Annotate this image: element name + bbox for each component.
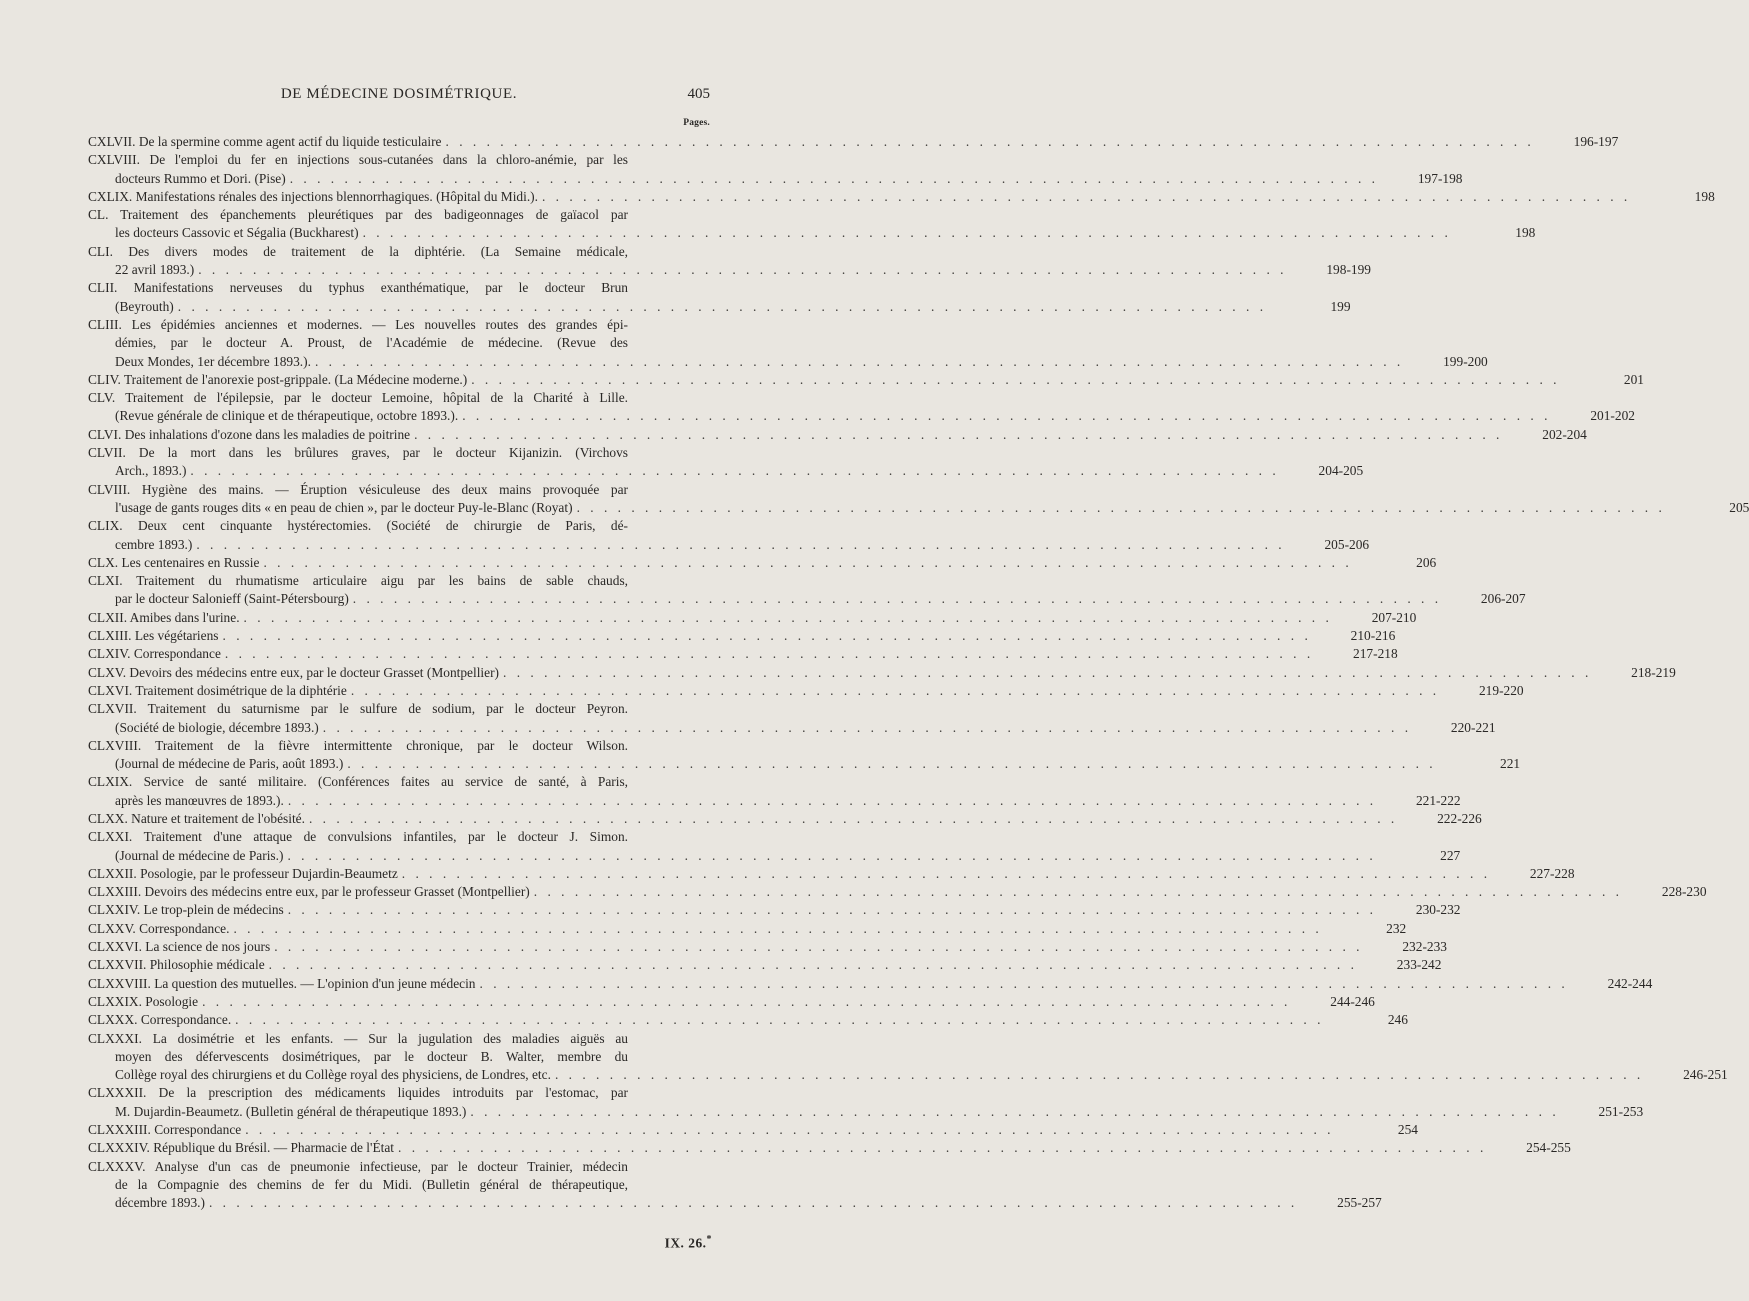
dot-leader: . . . . . . . . . . . . . . . . . . . . . . . . . . . . . . . . . . . . . . . . . . . . . . . . . . . . . . . . . . . . . . . . . . . . . . . . . . . . . . . .: [289, 170, 1379, 186]
toc-entry-text: CLV. Traitement de l'épilepsie, par le docteur Lemoine, hôpital de la Charité à Lille.: [88, 390, 628, 406]
dot-leader: . . . . . . . . . . . . . . . . . . . . . . . . . . . . . . . . . . . . . . . . . . . . . . . . . . . . . . . . . . . . . . . . . . . . . . . . . . . . . . . .: [541, 188, 1631, 204]
pages-column-label: Pages.: [683, 118, 710, 128]
toc-entry-pages: 244-246: [1330, 993, 1375, 1009]
toc-entry-pages: 196-197: [1573, 134, 1619, 149]
dot-leader: . . . . . . . . . . . . . . . . . . . . . . . . . . . . . . . . . . . . . . . . . . . . . . . . . . . . . . . . . . . . . . . . . . . . . . . . . . . . . . . .: [224, 646, 1314, 662]
toc-entry-line: [88, 1158, 712, 1176]
toc-entry-line: [88, 828, 712, 846]
dot-leader: . . . . . . . . . . . . . . . . . . . . . . . . . . . . . . . . . . . . . . . . . . . . . . . . . . . . . . . . . . . . . . . . . . . . . . . . . . . . . . . .: [287, 792, 1377, 808]
toc-entry-text: CLXIV. Correspondance: [88, 646, 221, 662]
dot-leader: . . . . . . . . . . . . . . . . . . . . . . . . . . . . . . . . . . . . . . . . . . . . . . . . . . . . . . . . . . . . . . . . . . . . . . . . . . . . . . . .: [576, 499, 1666, 515]
toc-entry-text: Deux Mondes, 1er décembre 1893.).: [115, 353, 311, 369]
toc-entry: [88, 938, 1447, 956]
toc-entry-text: CLXV. Devoirs des médecins entre eux, par le docteur Grasset (Montpellier): [88, 664, 500, 680]
toc-entry-line: [88, 572, 712, 590]
toc-entry-text: CXLIX. Manifestations rénales des injections blennorrhagiques. (Hôpital du Midi.).: [88, 188, 538, 204]
toc-entry-line: [88, 481, 712, 499]
toc-entry-line: [88, 737, 712, 755]
toc-entry: [88, 993, 1375, 1011]
toc-entry-text: (Journal de médecine de Paris.): [115, 847, 284, 863]
toc-entry-last-line: [88, 1011, 1408, 1029]
toc-entry-pages: 246-251: [1683, 1067, 1728, 1083]
toc-entry: [88, 243, 1371, 280]
toc-entry-text: moyen des défervescents dosimétriques, par le docteur B. Walter, membre du: [115, 1048, 628, 1064]
toc-entry-text: CLXXIII. Devoirs des médecins entre eux, par le professeur Grasset (Montpellier): [88, 884, 530, 900]
toc-entry-line: [88, 517, 712, 535]
toc-entry-text: de la Compagnie des chemins de fer du Midi. (Bulletin général de thérapeutique,: [115, 1176, 628, 1192]
toc-entry-last-line: [88, 645, 1398, 663]
toc-entry-pages: 198: [1694, 188, 1715, 204]
toc-entry-last-line: [88, 353, 1488, 371]
toc-entry-text: l'usage de gants rouges dits « en peau de chien », par le docteur Puy-le-Blanc (Royat): [115, 499, 573, 515]
toc-entry-last-line: [88, 499, 1749, 517]
toc-entry-text: cembre 1893.): [115, 536, 193, 552]
toc-entry: [88, 481, 1749, 518]
dot-leader: . . . . . . . . . . . . . . . . . . . . . . . . . . . . . . . . . . . . . . . . . . . . . . . . . . . . . . . . . . . . . . . . . . . . . . . . . . . . . . . .: [479, 975, 1569, 991]
dot-leader: . . . . . . . . . . . . . . . . . . . . . . . . . . . . . . . . . . . . . . . . . . . . . . . . . . . . . . . . . . . . . . . . . . . . . . . . . . . . . . . .: [414, 426, 1503, 442]
toc-entry-text: CLXXXV. Analyse d'un cas de pneumonie infectieuse, par le docteur Trainier, médecin: [88, 1158, 628, 1174]
toc-entry-text: CLXXII. Posologie, par le professeur Dujardin-Beaumetz: [88, 865, 398, 881]
toc-entry: [88, 901, 1461, 919]
toc-entry: [88, 810, 1482, 828]
dot-leader: . . . . . . . . . . . . . . . . . . . . . . . . . . . . . . . . . . . . . . . . . . . . . . . . . . . . . . . . . . . . . . . . . . . . . . . . . . . . . . . .: [245, 1122, 1334, 1138]
dot-leader: . . . . . . . . . . . . . . . . . . . . . . . . . . . . . . . . . . . . . . . . . . . . . . . . . . . . . . . . . . . . . . . . . . . . . . . . . . . . . . . .: [190, 463, 1280, 479]
toc-entry-last-line: [88, 133, 1619, 151]
toc-entry-last-line: [88, 627, 1396, 645]
toc-entry-last-line: [88, 188, 1715, 206]
toc-entry-text: CLIX. Deux cent cinquante hystérectomies. (Société de chirurgie de Paris, dé-: [88, 518, 628, 534]
toc-entry: [88, 1030, 1728, 1085]
toc-entry-text: CLXXVI. La science de nos jours: [88, 939, 271, 955]
toc-entry-text: CLXIX. Service de santé militaire. (Conférences faites au service de santé, à Paris,: [88, 774, 628, 790]
toc-entry-text: décembre 1893.): [115, 1195, 205, 1211]
toc-entry-pages: 217-218: [1353, 646, 1398, 662]
running-title: DE MÉDECINE DOSIMÉTRIQUE.: [280, 86, 518, 102]
toc-entry-text: M. Dujardin-Beaumetz. (Bulletin général de thérapeutique 1893.): [115, 1103, 467, 1119]
toc-entry-text: CXLVIII. De l'emploi du fer en injections sous-cutanées dans la chloro-anémie, par les: [88, 152, 628, 168]
dot-leader: . . . . . . . . . . . . . . . . . . . . . . . . . . . . . . . . . . . . . . . . . . . . . . . . . . . . . . . . . . . . . . . . . . . . . . . . . . . . . . . .: [554, 1067, 1644, 1083]
dot-leader: . . . . . . . . . . . . . . . . . . . . . . . . . . . . . . . . . . . . . . . . . . . . . . . . . . . . . . . . . . . . . . . . . . . . . . . . . . . . . . . .: [347, 756, 1437, 772]
toc-entry-last-line: [88, 371, 1644, 389]
toc-entry-pages: 228-230: [1661, 884, 1707, 900]
toc-entry: [88, 609, 1417, 627]
toc-entry: [88, 206, 1536, 243]
toc-entry: [88, 773, 1461, 810]
toc-entry-pages: 219-220: [1478, 682, 1524, 698]
toc-entry-pages: 205: [1729, 499, 1749, 515]
toc-entry-pages: 205-206: [1324, 536, 1370, 552]
toc-entry-text: CLXXIX. Posologie: [88, 993, 199, 1009]
toc-entry-pages: 204-205: [1318, 463, 1364, 479]
toc-entry-pages: 233-242: [1396, 957, 1442, 973]
toc-entry-line: [88, 700, 712, 718]
toc-entry-last-line: [88, 810, 1482, 828]
toc-entry: [88, 1139, 1571, 1157]
toc-entry-pages: 201: [1623, 371, 1644, 387]
toc-entry: [88, 645, 1398, 663]
toc-entry-line: [88, 773, 712, 791]
toc-entry-text: CLXXXI. La dosimétrie et les enfants. — Sur la jugulation des maladies aiguës au: [88, 1030, 628, 1046]
toc-entry: [88, 1158, 1382, 1213]
toc-entry-last-line: [88, 261, 1371, 279]
toc-entry-text: CLI. Des divers modes de traitement de la diphtérie. (La Semaine médicale,: [88, 243, 628, 259]
toc-entry-last-line: [88, 883, 1707, 901]
toc-entry-text: CLXXV. Correspondance.: [88, 920, 230, 936]
toc-entry: [88, 554, 1437, 572]
toc-entry-text: (Revue générale de clinique et de thérapeutique, octobre 1893.).: [115, 408, 459, 424]
toc-entry-pages: 232-233: [1402, 939, 1447, 955]
toc-entry-line: [88, 1176, 712, 1194]
toc-entry-last-line: [88, 993, 1375, 1011]
toc-entry-text: (Beyrouth): [115, 298, 174, 314]
toc-entry-text: CLXXIV. Le trop-plein de médecins: [88, 902, 284, 918]
signature-star: *: [706, 1234, 712, 1245]
dot-leader: . . . . . . . . . . . . . . . . . . . . . . . . . . . . . . . . . . . . . . . . . . . . . . . . . . . . . . . . . . . . . . . . . . . . . . . . . . . . . . . .: [401, 865, 1491, 881]
toc-entry-last-line: [88, 536, 1370, 554]
toc-entry-last-line: [88, 755, 1521, 773]
toc-entry-last-line: [88, 719, 1496, 737]
toc-entry: [88, 975, 1653, 993]
toc-entry-line: [88, 206, 712, 224]
toc-entry-pages: 246: [1387, 1012, 1408, 1028]
dot-leader: . . . . . . . . . . . . . . . . . . . . . . . . . . . . . . . . . . . . . . . . . . . . . . . . . . . . . . . . . . . . . . . . . . . . . . . . . . . . . . . .: [222, 628, 1312, 644]
toc-entry-line: [88, 1084, 712, 1102]
dot-leader: . . . . . . . . . . . . . . . . . . . . . . . . . . . . . . . . . . . . . . . . . . . . . . . . . . . . . . . . . . . . . . . . . . . . . . . . . . . . . . . .: [263, 554, 1353, 570]
toc-entry-last-line: [88, 170, 1463, 188]
toc-entry-text: CL. Traitement des épanchements pleurétiques par des badigeonnages de gaïacol par: [88, 207, 628, 223]
toc-entry-last-line: [88, 682, 1524, 700]
dot-leader: . . . . . . . . . . . . . . . . . . . . . . . . . . . . . . . . . . . . . . . . . . . . . . . . . . . . . . . . . . . . . . . . . . . . . . . . . . . . . . . .: [503, 664, 1592, 680]
toc-entry-pages: 254: [1397, 1122, 1418, 1138]
toc-entry-last-line: [88, 975, 1653, 993]
toc-entry-pages: 220-221: [1450, 719, 1496, 735]
toc-entry: [88, 444, 1364, 481]
toc-entry-text: CLIII. Les épidémies anciennes et modernes. — Les nouvelles routes des grandes épi-: [88, 316, 628, 332]
toc-entry-pages: 202-204: [1542, 426, 1587, 442]
toc-entry-text: CLXXXIV. République du Brésil. — Pharmacie de l'État: [88, 1140, 395, 1156]
toc-entry-line: [88, 151, 712, 169]
toc-entry-text: CLXXI. Traitement d'une attaque de convulsions infantiles, par le docteur J. Simon.: [88, 829, 628, 845]
toc-entry-last-line: [88, 1121, 1418, 1139]
toc-entry-line: [88, 279, 712, 297]
toc-entry: [88, 883, 1707, 901]
toc-entry-last-line: [88, 462, 1364, 480]
dot-leader: . . . . . . . . . . . . . . . . . . . . . . . . . . . . . . . . . . . . . . . . . . . . . . . . . . . . . . . . . . . . . . . . . . . . . . . . . . . . . . . .: [352, 591, 1442, 607]
toc-entry: [88, 426, 1587, 444]
toc-entry: [88, 828, 1461, 865]
toc-entry-pages: 206: [1416, 554, 1437, 570]
toc-entry-pages: 227: [1440, 847, 1461, 863]
toc-entry-text: (Journal de médecine de Paris, août 1893.): [115, 756, 344, 772]
dot-leader: . . . . . . . . . . . . . . . . . . . . . . . . . . . . . . . . . . . . . . . . . . . . . . . . . . . . . . . . . . . . . . . . . . . . . . . . . . . . . . . .: [208, 1195, 1298, 1211]
dot-leader: . . . . . . . . . . . . . . . . . . . . . . . . . . . . . . . . . . . . . . . . . . . . . . . . . . . . . . . . . . . . . . . . . . . . . . . . . . . . . . . .: [398, 1140, 1487, 1156]
toc-entry-pages: 199-200: [1443, 353, 1488, 369]
dot-leader: . . . . . . . . . . . . . . . . . . . . . . . . . . . . . . . . . . . . . . . . . . . . . . . . . . . . . . . . . . . . . . . . . . . . . . . . . . . . . . . .: [235, 1012, 1324, 1028]
toc-entry: [88, 389, 1635, 426]
toc-entry: [88, 627, 1396, 645]
toc-entry-pages: 254-255: [1526, 1140, 1571, 1156]
toc-entry-line: [88, 1048, 712, 1066]
toc-entry: [88, 133, 1619, 151]
toc-entry-pages: 221: [1500, 756, 1521, 772]
toc-entry-text: 22 avril 1893.): [115, 262, 195, 278]
toc-entry-pages: 210-216: [1350, 628, 1396, 644]
toc-entry-line: [88, 243, 712, 261]
toc-entry-last-line: [88, 792, 1461, 810]
dot-leader: . . . . . . . . . . . . . . . . . . . . . . . . . . . . . . . . . . . . . . . . . . . . . . . . . . . . . . . . . . . . . . . . . . . . . . . . . . . . . . . .: [287, 902, 1377, 918]
toc-entry-pages: 197-198: [1417, 170, 1463, 186]
dot-leader: . . . . . . . . . . . . . . . . . . . . . . . . . . . . . . . . . . . . . . . . . . . . . . . . . . . . . . . . . . . . . . . . . . . . . . . . . . . . . . . .: [462, 408, 1551, 424]
dot-leader: . . . . . . . . . . . . . . . . . . . . . . . . . . . . . . . . . . . . . . . . . . . . . . . . . . . . . . . . . . . . . . . . . . . . . . . . . . . . . . . .: [233, 920, 1323, 936]
toc-entry-pages: 201-202: [1590, 408, 1635, 424]
toc-entry-text: CLXVII. Traitement du saturnisme par le sulfure de sodium, par le docteur Peyron.: [88, 701, 628, 717]
toc-entry-text: démies, par le docteur A. Proust, de l'Académie de médecine. (Revue des: [115, 335, 628, 351]
toc-entry-pages: 227-228: [1529, 865, 1575, 881]
toc-entry-pages: 218-219: [1631, 664, 1676, 680]
toc-entry: [88, 572, 1526, 609]
toc-entry-last-line: [88, 1139, 1571, 1157]
toc-entry-last-line: [88, 609, 1417, 627]
dot-leader: . . . . . . . . . . . . . . . . . . . . . . . . . . . . . . . . . . . . . . . . . . . . . . . . . . . . . . . . . . . . . . . . . . . . . . . . . . . . . . . .: [268, 957, 1358, 973]
dot-leader: . . . . . . . . . . . . . . . . . . . . . . . . . . . . . . . . . . . . . . . . . . . . . . . . . . . . . . . . . . . . . . . . . . . . . . . . . . . . . . . .: [196, 536, 1286, 552]
dot-leader: . . . . . . . . . . . . . . . . . . . . . . . . . . . . . . . . . . . . . . . . . . . . . . . . . . . . . . . . . . . . . . . . . . . . . . . . . . . . . . . .: [314, 353, 1404, 369]
toc-entry: [88, 737, 1521, 774]
toc-entry-text: docteurs Rummo et Dori. (Pise): [115, 170, 286, 186]
signature-mark: [665, 1234, 712, 1251]
toc-entry-last-line: [88, 938, 1447, 956]
toc-entry-text: CLXXVII. Philosophie médicale: [88, 957, 265, 973]
toc-entry-text: Arch., 1893.): [115, 463, 187, 479]
dot-leader: . . . . . . . . . . . . . . . . . . . . . . . . . . . . . . . . . . . . . . . . . . . . . . . . . . . . . . . . . . . . . . . . . . . . . . . . . . . . . . . .: [274, 939, 1363, 955]
dot-leader: . . . . . . . . . . . . . . . . . . . . . . . . . . . . . . . . . . . . . . . . . . . . . . . . . . . . . . . . . . . . . . . . . . . . . . . . . . . . . . . .: [202, 993, 1291, 1009]
toc-entry: [88, 920, 1407, 938]
toc-entry: [88, 279, 1351, 316]
signature-text: IX. 26.: [664, 1235, 707, 1251]
toc-entry-text: après les manœuvres de 1893.).: [115, 792, 284, 808]
toc-entry-last-line: [88, 1066, 1728, 1084]
toc-entry-text: CXLVII. De la spermine comme agent actif du liquide testiculaire: [88, 134, 442, 149]
toc-entry-pages: 230-232: [1415, 902, 1461, 918]
toc-entry: [88, 956, 1442, 974]
toc-entry-text: CLXXVIII. La question des mutuelles. — L'opinion d'un jeune médecin: [88, 975, 476, 991]
toc-entry: [88, 1121, 1418, 1139]
toc-entry-text: (Société de biologie, décembre 1893.): [115, 719, 319, 735]
toc-entry-line: [88, 334, 712, 352]
toc-entry-text: les docteurs Cassovic et Ségalia (Buckharest): [115, 225, 359, 241]
toc-entry: [88, 700, 1496, 737]
toc-entry-last-line: [88, 1194, 1382, 1212]
toc-entry: [88, 151, 1463, 188]
toc-entry-line: [88, 444, 712, 462]
toc-entry-pages: 221-222: [1415, 792, 1461, 808]
table-of-contents: [88, 133, 1749, 1213]
running-header: [88, 86, 710, 108]
toc-entry-pages: 198-199: [1326, 262, 1371, 278]
toc-entry-line: [88, 389, 712, 407]
toc-entry-line: [88, 316, 712, 334]
toc-entry-pages: 251-253: [1598, 1103, 1644, 1119]
toc-entry-last-line: [88, 224, 1536, 242]
toc-entry-text: CLXVI. Traitement dosimétrique de la diphtérie: [88, 682, 347, 698]
toc-entry-text: CLVII. De la mort dans les brûlures graves, par le docteur Kijanizin. (Virchovs: [88, 445, 628, 461]
toc-entry-text: CLX. Les centenaires en Russie: [88, 554, 260, 570]
toc-entry-pages: 222-226: [1437, 810, 1482, 826]
toc-entry-last-line: [88, 426, 1587, 444]
toc-entry-last-line: [88, 554, 1437, 572]
dot-leader: . . . . . . . . . . . . . . . . . . . . . . . . . . . . . . . . . . . . . . . . . . . . . . . . . . . . . . . . . . . . . . . . . . . . . . . . . . . . . . . .: [471, 371, 1560, 387]
toc-entry-text: CLVIII. Hygiène des mains. — Éruption vésiculeuse des deux mains provoquée par: [88, 481, 628, 497]
toc-entry: [88, 316, 1488, 371]
toc-entry-text: CLXII. Amibes dans l'urine.: [88, 609, 240, 625]
toc-entry-pages: 232: [1386, 920, 1407, 936]
toc-entry-last-line: [88, 590, 1526, 608]
toc-entry-last-line: [88, 920, 1407, 938]
toc-entry-last-line: [88, 901, 1461, 919]
toc-entry-pages: 198: [1515, 225, 1536, 241]
toc-entry-last-line: [88, 1103, 1644, 1121]
dot-leader: . . . . . . . . . . . . . . . . . . . . . . . . . . . . . . . . . . . . . . . . . . . . . . . . . . . . . . . . . . . . . . . . . . . . . . . . . . . . . . . .: [350, 682, 1440, 698]
toc-entry-last-line: [88, 298, 1351, 316]
toc-entry: [88, 865, 1575, 883]
dot-leader: . . . . . . . . . . . . . . . . . . . . . . . . . . . . . . . . . . . . . . . . . . . . . . . . . . . . . . . . . . . . . . . . . . . . . . . . . . . . . . . .: [445, 134, 1535, 149]
toc-entry-pages: 242-244: [1607, 975, 1653, 991]
toc-entry: [88, 682, 1524, 700]
dot-leader: . . . . . . . . . . . . . . . . . . . . . . . . . . . . . . . . . . . . . . . . . . . . . . . . . . . . . . . . . . . . . . . . . . . . . . . . . . . . . . . .: [308, 810, 1398, 826]
toc-entry-pages: 199: [1330, 298, 1351, 314]
dot-leader: . . . . . . . . . . . . . . . . . . . . . . . . . . . . . . . . . . . . . . . . . . . . . . . . . . . . . . . . . . . . . . . . . . . . . . . . . . . . . . . .: [362, 225, 1452, 241]
toc-entry: [88, 1011, 1408, 1029]
toc-entry-text: CLXIII. Les végétariens: [88, 628, 219, 644]
page-number: 405: [687, 86, 710, 102]
dot-leader: . . . . . . . . . . . . . . . . . . . . . . . . . . . . . . . . . . . . . . . . . . . . . . . . . . . . . . . . . . . . . . . . . . . . . . . . . . . . . . . .: [470, 1103, 1560, 1119]
dot-leader: . . . . . . . . . . . . . . . . . . . . . . . . . . . . . . . . . . . . . . . . . . . . . . . . . . . . . . . . . . . . . . . . . . . . . . . . . . . . . . . .: [243, 609, 1333, 625]
toc-entry-last-line: [88, 847, 1461, 865]
toc-entry-last-line: [88, 956, 1442, 974]
toc-entry-text: CLII. Manifestations nerveuses du typhus exanthématique, par le docteur Brun: [88, 280, 628, 296]
toc-entry-pages: 255-257: [1337, 1195, 1382, 1211]
toc-entry-text: par le docteur Salonieff (Saint-Pétersbourg): [115, 591, 349, 607]
toc-entry-text: CLVI. Des inhalations d'ozone dans les maladies de poitrine: [88, 426, 411, 442]
toc-entry-text: CLXI. Traitement du rhumatisme articulaire aigu par les bains de sable chauds,: [88, 573, 628, 589]
toc-entry: [88, 371, 1644, 389]
dot-leader: . . . . . . . . . . . . . . . . . . . . . . . . . . . . . . . . . . . . . . . . . . . . . . . . . . . . . . . . . . . . . . . . . . . . . . . . . . . . . . . .: [198, 262, 1287, 278]
toc-entry: [88, 188, 1715, 206]
toc-entry-last-line: [88, 865, 1575, 883]
toc-entry: [88, 664, 1676, 682]
toc-entry-line: [88, 1030, 712, 1048]
toc-entry-text: CLXXX. Correspondance.: [88, 1012, 232, 1028]
toc-entry-text: CLIV. Traitement de l'anorexie post-grippale. (La Médecine moderne.): [88, 371, 468, 387]
toc-entry-last-line: [88, 664, 1676, 682]
toc-entry-text: CLXX. Nature et traitement de l'obésité.: [88, 810, 305, 826]
dot-leader: . . . . . . . . . . . . . . . . . . . . . . . . . . . . . . . . . . . . . . . . . . . . . . . . . . . . . . . . . . . . . . . . . . . . . . . . . . . . . . . .: [533, 884, 1623, 900]
toc-entry-pages: 206-207: [1480, 591, 1526, 607]
toc-entry-last-line: [88, 407, 1635, 425]
toc-entry-text: CLXXXIII. Correspondance: [88, 1122, 242, 1138]
toc-entry-text: CLXVIII. Traitement de la fièvre intermittente chronique, par le docteur Wilson.: [88, 737, 628, 753]
dot-leader: . . . . . . . . . . . . . . . . . . . . . . . . . . . . . . . . . . . . . . . . . . . . . . . . . . . . . . . . . . . . . . . . . . . . . . . . . . . . . . . .: [322, 719, 1412, 735]
dot-leader: . . . . . . . . . . . . . . . . . . . . . . . . . . . . . . . . . . . . . . . . . . . . . . . . . . . . . . . . . . . . . . . . . . . . . . . . . . . . . . . .: [177, 298, 1267, 314]
toc-entry: [88, 1084, 1644, 1121]
toc-entry-text: Collège royal des chirurgiens et du Collège royal des physiciens, de Londres, etc.: [115, 1067, 551, 1083]
dot-leader: . . . . . . . . . . . . . . . . . . . . . . . . . . . . . . . . . . . . . . . . . . . . . . . . . . . . . . . . . . . . . . . . . . . . . . . . . . . . . . . .: [287, 847, 1377, 863]
toc-entry: [88, 517, 1370, 554]
toc-entry-pages: 207-210: [1371, 609, 1417, 625]
toc-entry-text: CLXXXII. De la prescription des médicaments liquides introduits par l'estomac, par: [88, 1085, 628, 1101]
